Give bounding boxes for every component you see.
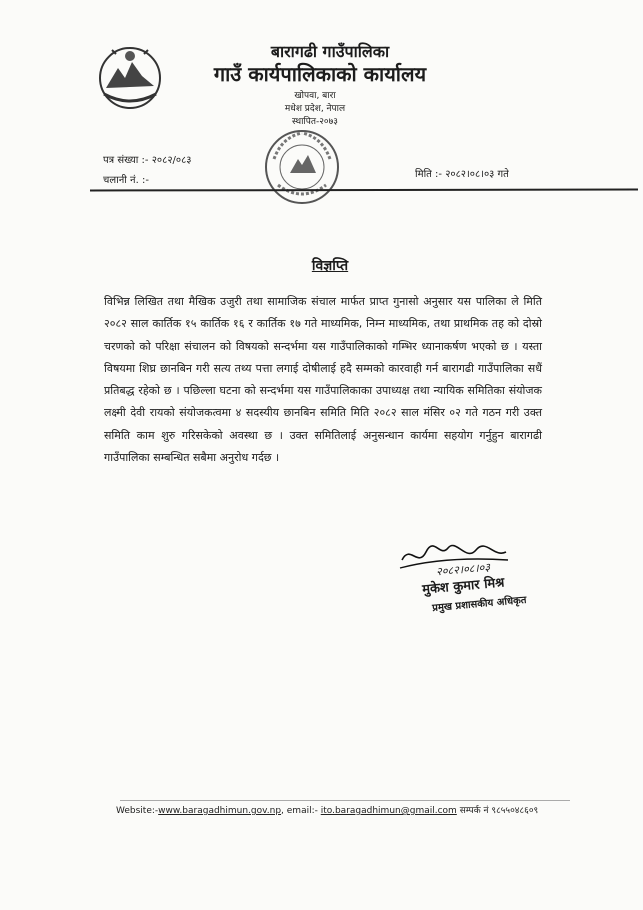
header-divider xyxy=(90,189,638,192)
office-seal-stamp xyxy=(262,127,342,207)
contact-number: सम्पर्क नं ९८५५०४८६०९ xyxy=(456,806,539,816)
letter-date: मिति :- २०८२।०८।०३ गते xyxy=(415,169,509,180)
address-line: मधेश प्रदेश, नेपाल xyxy=(284,104,346,114)
email-label: , email:- xyxy=(281,806,321,816)
email-link[interactable]: ito.baragadhimun@gmail.com xyxy=(320,806,457,816)
signature-date: २०८२।०८।०३ xyxy=(435,560,491,579)
office-name: गाउँ कार्यपालिकाको कार्यालय xyxy=(213,62,427,86)
footer-divider xyxy=(120,800,570,801)
footer-contact xyxy=(116,803,616,816)
notice-body: विभिन्न लिखित तथा मैखिक उजुरी तथा सामाजिक संचाल मार्फत प्राप्त गुनासो अनुसार यस पालिका ले मिति २०८२ साल कार्तिक १५ कार्तिक १६ र कार्तिक १७ गते माध्यमिक, निम्न माध्यमिक, तथा प्राथमिक तह को दोस्रो चरणको को परिक्षा संचालन को विषयको सन्दर्भमा यस गाउँपालिकाको गम्भिर ध्यानाकर्षण भएको छ । यस्ता विषयमा शिघ्र छानबिन गरी सत्य तथ्य पत्ता लगाई दोषीलाई हदै सम्मको कारवाही गर्न बारागढी गाउँपालिका सधैं प्रतिबद्ध रहेको छ । पछिल्ला घटना को सन्दर्भमा यस गाउँपालिकाका उपाध्यक्ष तथा न्यायिक समितिका संयोजक लक्ष्मी देवी रायको संयोजकत्वमा ४ सदस्यीय छानबिन समिति मिति २०८२ साल मंसिर ०२ गते गठन गरी उक्त समिति काम शुरु गरिसकेको अवस्था छ । उक्त समितिलाई अनुसन्धान कार्यमा सहयोग गर्नुहुन बारागढी गाउँपालिका सम्बन्धित सबैमा अनुरोध गर्दछ । xyxy=(104,295,542,465)
website-link[interactable]: www.baragadhimun.gov.np xyxy=(158,806,282,816)
website-label: Website:- xyxy=(116,806,159,816)
office-address xyxy=(260,90,370,129)
letter-number: पत्र संख्या :- २०८२/०८३ xyxy=(103,155,192,166)
signatory-designation: प्रमुख प्रशासकीय अधिकृत xyxy=(431,594,527,615)
address-line: स्थापित-२०७३ xyxy=(292,117,338,127)
municipality-name: बारागढी गाउँपालिका xyxy=(270,42,390,61)
dispatch-number: चलानी नं. :- xyxy=(103,175,149,186)
nepal-emblem-logo xyxy=(92,38,168,114)
notice-title: विज्ञप्ति xyxy=(311,258,349,274)
address-line: खोपवा, बारा xyxy=(294,91,336,101)
signatory-name: मुकेश कुमार मिश्र xyxy=(421,575,506,598)
